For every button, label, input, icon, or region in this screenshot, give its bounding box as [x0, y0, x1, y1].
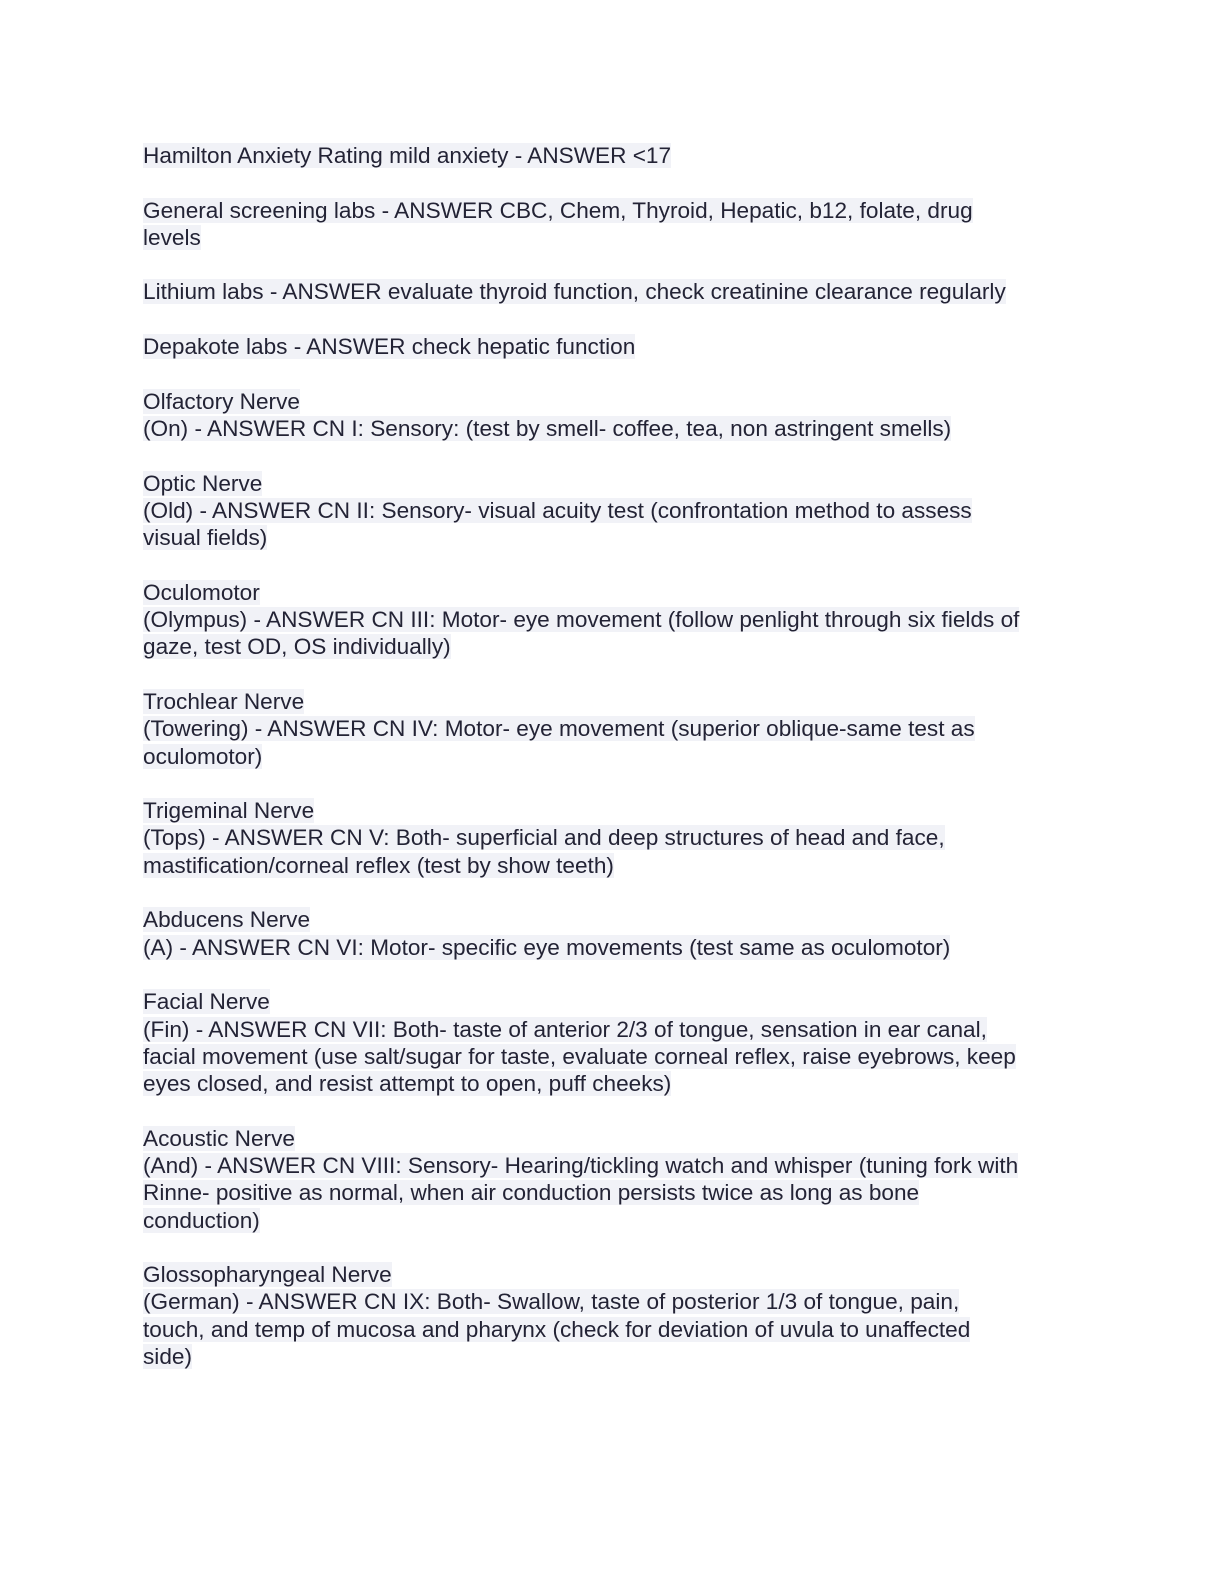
entry-text: oculomotor): [143, 743, 263, 769]
entry-text: Lithium labs - ANSWER evaluate thyroid function, check creatinine clearance regularly: [143, 279, 1006, 305]
entry-text: Rinne- positive as normal, when air conduction persists twice as long as bone: [143, 1180, 920, 1206]
entry-line: [143, 1152, 1073, 1179]
entry-line: [143, 1343, 1073, 1370]
entry-text: (Tops) - ANSWER CN V: Both- superficial and deep structures of head and face,: [143, 825, 945, 851]
entry-line: [143, 388, 1073, 415]
entry-line: [143, 1179, 1073, 1206]
entry-line: [143, 1125, 1073, 1152]
document-body: [143, 142, 1073, 1398]
entry-line: [143, 743, 1073, 770]
entry-text: Trochlear Nerve: [143, 688, 305, 714]
entry-line: [143, 333, 1073, 360]
entry-line: [143, 1207, 1073, 1234]
entry-trochlear-nerve: [143, 688, 1073, 770]
entry-line: [143, 1316, 1073, 1343]
entry-text: Hamilton Anxiety Rating mild anxiety - ANSWER <17: [143, 143, 672, 168]
entry-text: (And) - ANSWER CN VIII: Sensory- Hearing/tickling watch and whisper (tuning fork with: [143, 1152, 1019, 1178]
entry-line: [143, 197, 1073, 224]
entry-line: [143, 1070, 1073, 1097]
entry-text: facial movement (use salt/sugar for taste, evaluate corneal reflex, raise eyebrows, keep: [143, 1043, 1016, 1069]
entry-text: levels: [143, 224, 201, 250]
entry-line: [143, 497, 1073, 524]
entry-text: touch, and temp of mucosa and pharynx (check for deviation of uvula to unaffected: [143, 1316, 971, 1342]
entry-text: (A) - ANSWER CN VI: Motor- specific eye movements (test same as oculomotor): [143, 934, 951, 960]
entry-trigeminal-nerve: [143, 797, 1073, 879]
entry-line: [143, 470, 1073, 497]
entry-text: (On) - ANSWER CN I: Sensory: (test by smell- coffee, tea, non astringent smells): [143, 415, 952, 441]
entry-text: Abducens Nerve: [143, 907, 311, 933]
entry-line: [143, 1016, 1073, 1043]
entry-line: [143, 142, 1073, 169]
entry-text: (Fin) - ANSWER CN VII: Both- taste of anterior 2/3 of tongue, sensation in ear canal,: [143, 1016, 987, 1042]
entry-line: [143, 278, 1073, 305]
entry-line: [143, 224, 1073, 251]
entry-facial-nerve: [143, 988, 1073, 1097]
entry-text: Facial Nerve: [143, 989, 270, 1015]
entry-text: Glossopharyngeal Nerve: [143, 1262, 392, 1288]
entry-line: [143, 606, 1073, 633]
entry-line: [143, 824, 1073, 851]
entry-general-screening-labs: [143, 197, 1073, 252]
entry-text: (Old) - ANSWER CN II: Sensory- visual acuity test (confrontation method to assess: [143, 497, 972, 523]
entry-line: [143, 524, 1073, 551]
entry-line: [143, 415, 1073, 442]
entry-text: conduction): [143, 1207, 260, 1233]
entry-text: (Olympus) - ANSWER CN III: Motor- eye movement (follow penlight through six fields of: [143, 607, 1020, 633]
entry-olfactory-nerve: [143, 388, 1073, 443]
entry-text: side): [143, 1344, 192, 1370]
entry-acoustic-nerve: [143, 1125, 1073, 1234]
entry-line: [143, 852, 1073, 879]
entry-optic-nerve: [143, 470, 1073, 552]
entry-text: (German) - ANSWER CN IX: Both- Swallow, taste of posterior 1/3 of tongue, pain,: [143, 1289, 960, 1315]
entry-line: [143, 633, 1073, 660]
entry-line: [143, 797, 1073, 824]
entry-line: [143, 715, 1073, 742]
entry-text: eyes closed, and resist attempt to open, puff cheeks): [143, 1071, 672, 1097]
entry-text: Olfactory Nerve: [143, 388, 300, 414]
entry-line: [143, 1261, 1073, 1288]
entry-text: visual fields): [143, 525, 268, 551]
entry-hamilton-anxiety: [143, 142, 1073, 169]
entry-oculomotor: [143, 579, 1073, 661]
entry-text: General screening labs - ANSWER CBC, Chem, Thyroid, Hepatic, b12, folate, drug: [143, 197, 973, 223]
entry-text: mastification/corneal reflex (test by show teeth): [143, 852, 614, 878]
entry-depakote-labs: [143, 333, 1073, 360]
entry-lithium-labs: [143, 278, 1073, 305]
entry-text: Optic Nerve: [143, 470, 263, 496]
entry-line: [143, 1043, 1073, 1070]
entry-text: Oculomotor: [143, 579, 260, 605]
entry-abducens-nerve: [143, 906, 1073, 961]
entry-text: Depakote labs - ANSWER check hepatic function: [143, 334, 636, 360]
entry-line: [143, 1288, 1073, 1315]
entry-line: [143, 688, 1073, 715]
entry-line: [143, 906, 1073, 933]
entry-glossopharyngeal-nerve: [143, 1261, 1073, 1370]
entry-text: Trigeminal Nerve: [143, 798, 315, 824]
entry-text: (Towering) - ANSWER CN IV: Motor- eye movement (superior oblique-same test as: [143, 716, 975, 742]
entry-line: [143, 579, 1073, 606]
entry-line: [143, 988, 1073, 1015]
entry-text: gaze, test OD, OS individually): [143, 634, 451, 660]
entry-line: [143, 934, 1073, 961]
entry-text: Acoustic Nerve: [143, 1125, 295, 1151]
